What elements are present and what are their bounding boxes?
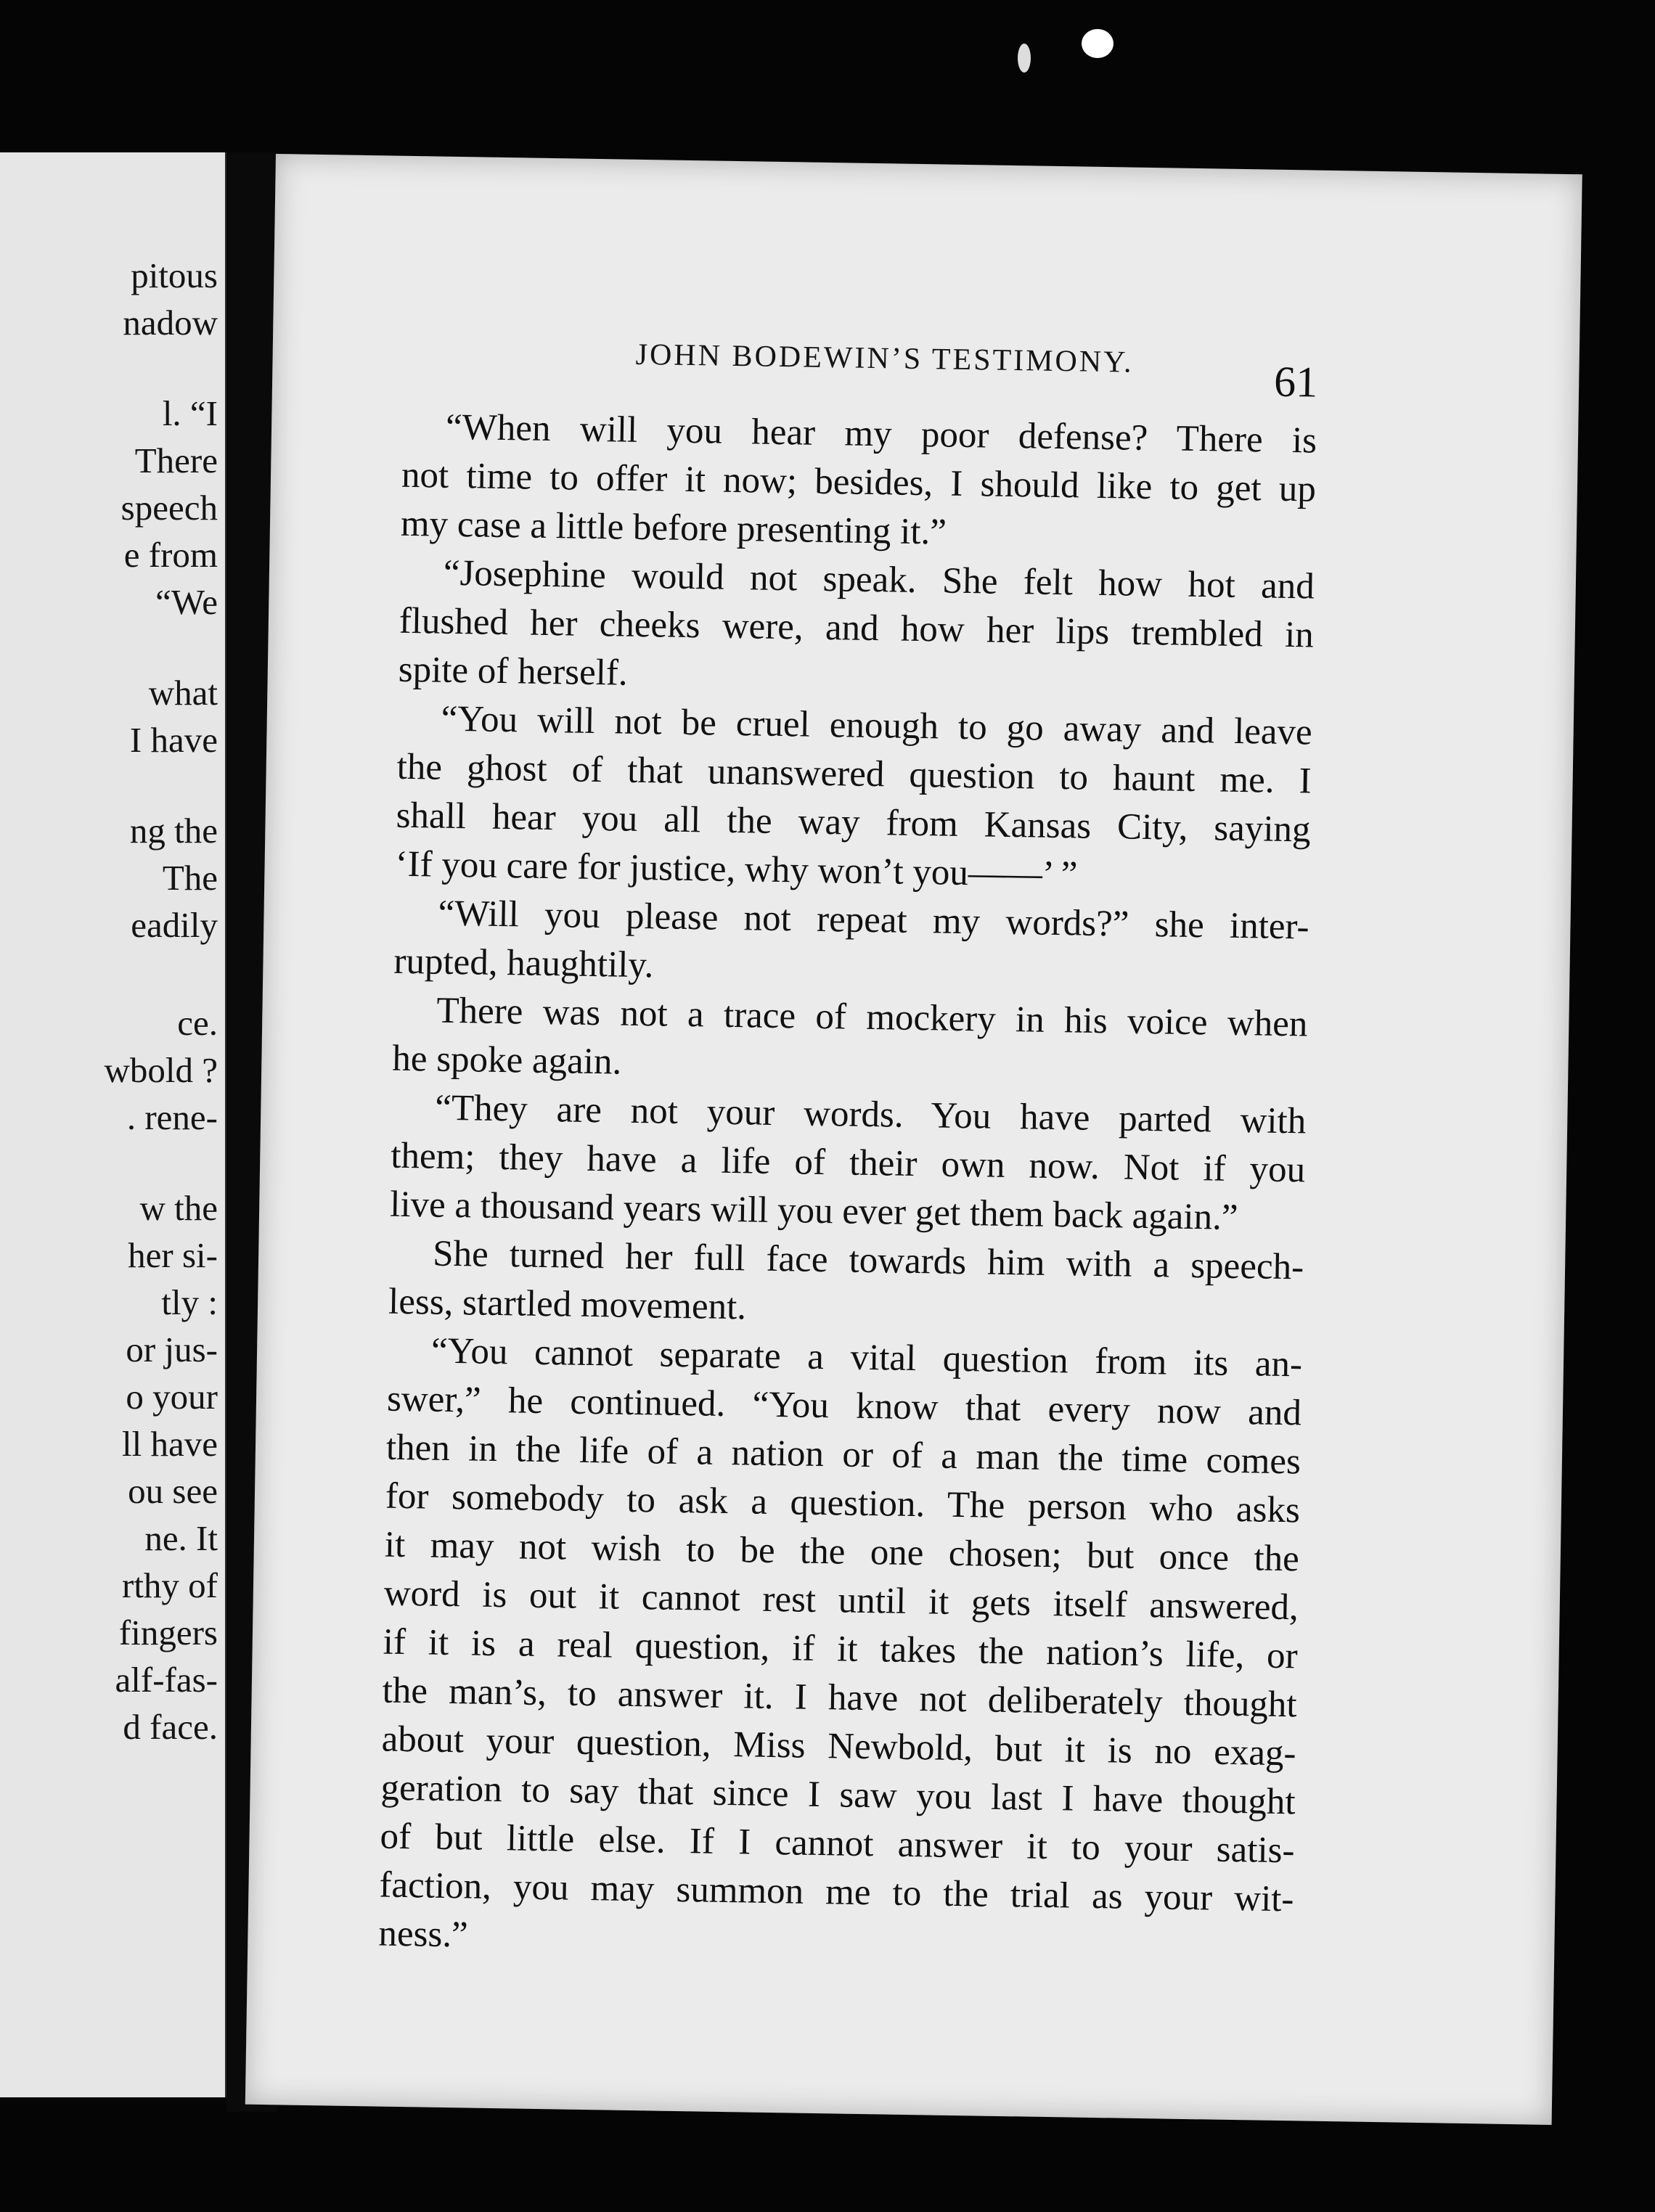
left-page-text-fragment: what	[148, 673, 218, 713]
text-line: ‘If you care for justice, why won’t you——’ ”	[395, 843, 1078, 896]
text-line: swer,” he continued. “You know that every now and	[386, 1378, 1302, 1434]
left-page-fragment	[0, 152, 226, 2097]
left-page-text-fragment: tly :	[161, 1282, 218, 1322]
text-line: “Will you please not repeat my words?” she inter-	[438, 893, 1309, 948]
running-head: JOHN BODEWIN’S TESTIMONY.	[635, 337, 1134, 380]
text-line: them; they have a life of their own now. Not if you	[390, 1135, 1306, 1191]
text-line: “When will you hear my poor defense? There is	[445, 406, 1317, 462]
left-page-text-fragment: d face.	[123, 1707, 218, 1747]
text-line: spite of herself.	[398, 649, 629, 694]
left-page-text-fragment: ou see	[128, 1471, 218, 1511]
text-line: then in the life of a nation or of a man the time comes	[385, 1427, 1301, 1483]
left-page-text-fragment: l. “I	[162, 393, 218, 433]
left-page-text-fragment: e from	[123, 535, 218, 575]
left-page-text-fragment: w the	[139, 1188, 218, 1228]
left-page-text-fragment: fingers	[118, 1613, 218, 1652]
text-line: less, startled movement.	[388, 1281, 747, 1328]
left-page-text-fragment: eadily	[131, 905, 218, 945]
text-line: of but little else. If I cannot answer it to your satis-	[380, 1816, 1295, 1872]
text-line: it may not wish to be the one chosen; but once the	[384, 1524, 1300, 1580]
text-line: flushed her cheeks were, and how her lips trembled in	[399, 600, 1315, 656]
text-line: for somebody to ask a question. The person who asks	[385, 1475, 1301, 1531]
text-line: ness.”	[378, 1913, 469, 1956]
left-page-text-fragment: speech	[120, 488, 218, 528]
text-line: my case a little before presenting it.”	[400, 503, 947, 553]
text-line: if it is a real question, if it takes the nation’s life, or	[383, 1621, 1299, 1677]
text-line: She turned her full face towards him with a speech-	[432, 1233, 1304, 1288]
left-page-text-fragment: her si-	[128, 1235, 218, 1275]
text-line: “They are not your words. You have parted with	[434, 1087, 1307, 1142]
left-page-text-fragment: alf-fas-	[115, 1660, 218, 1700]
text-line: “You will not be cruel enough to go away and leave	[441, 698, 1313, 753]
left-page-text-fragment: ce.	[177, 1003, 218, 1043]
text-line: about your question, Miss Newbold, but it is no exag-	[381, 1719, 1296, 1774]
text-line: “Josephine would not speak. She felt how hot and	[443, 552, 1315, 607]
text-line: not time to offer it now; besides, I should like to get up	[401, 454, 1317, 510]
text-line: shall hear you all the way from Kansas City, saying	[396, 795, 1311, 851]
text-line: live a thousand years will you ever get them back again.”	[389, 1184, 1238, 1238]
left-page-text-fragment: There	[134, 441, 218, 480]
left-page-text-fragment: ng the	[129, 811, 218, 851]
dust-speck	[1082, 29, 1113, 58]
text-line: rupted, haughtily.	[393, 941, 654, 986]
text-line: the man’s, to answer it. I have not deliberately thought	[382, 1670, 1298, 1726]
left-page-text-fragment: nadow	[123, 303, 218, 343]
text-line: geration to say that since I saw you last I have thought	[380, 1767, 1296, 1823]
left-page-text-fragment: wbold ?	[104, 1050, 218, 1090]
left-page-text-fragment: The	[162, 858, 218, 898]
left-page-text-fragment: or jus-	[126, 1330, 218, 1369]
left-page-text-fragment: pitous	[131, 255, 218, 295]
text-line: There was not a trace of mockery in his voice when	[436, 990, 1308, 1045]
page-text	[378, 403, 1317, 1973]
text-line: faction, you may summon me to the trial as your wit-	[379, 1864, 1294, 1920]
text-line: “You cannot separate a vital question from its an-	[430, 1330, 1303, 1385]
left-page-text-fragment: “We	[155, 582, 218, 622]
page-number: 61	[1273, 357, 1318, 406]
text-line: he spoke again.	[391, 1038, 622, 1083]
book-page	[245, 154, 1582, 2125]
left-page-text-fragment: ll have	[122, 1424, 218, 1464]
left-page-text-fragment: rthy of	[122, 1565, 218, 1605]
dust-speck	[1018, 44, 1031, 73]
text-line: word is out it cannot rest until it gets itself answered,	[383, 1573, 1299, 1629]
text-line: the ghost of that unanswered question to haunt me. I	[396, 746, 1312, 802]
left-page-text-fragment: . rene-	[126, 1097, 218, 1137]
left-page-text-fragment: I have	[129, 720, 218, 760]
left-page-text-fragment: o your	[126, 1377, 218, 1417]
left-page-text-fragment: ne. It	[144, 1518, 218, 1558]
